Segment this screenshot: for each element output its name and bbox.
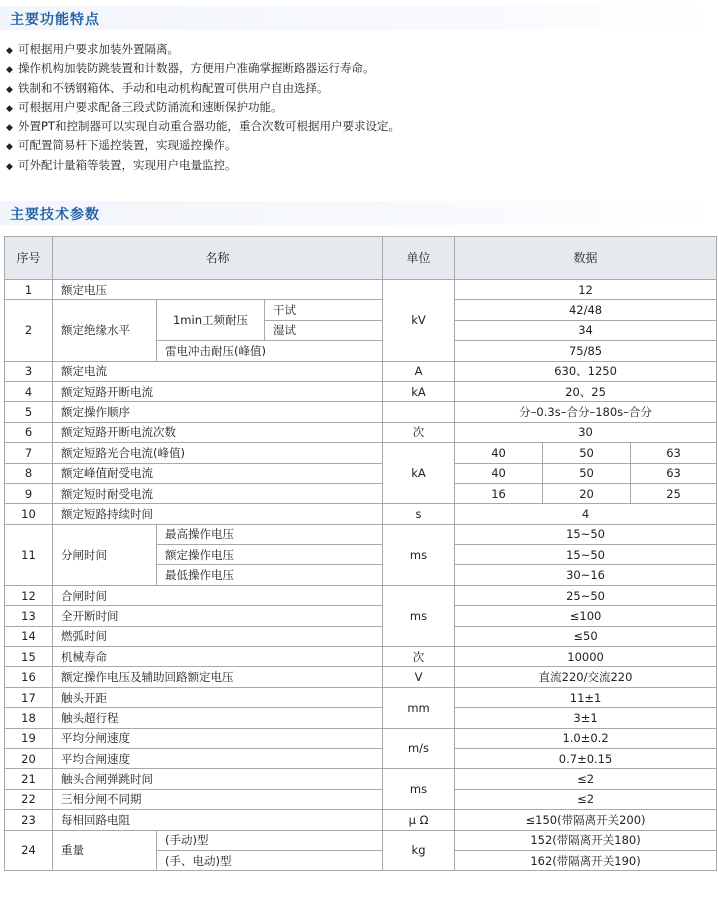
row-name: 每相回路电阻	[53, 810, 383, 830]
table-header-row	[5, 237, 717, 280]
header-unit: 单位	[383, 237, 455, 280]
row-no: 5	[5, 402, 53, 422]
row-name: 额定绝缘水平	[53, 300, 157, 361]
row-name: 重量	[53, 830, 157, 871]
table-row	[5, 708, 717, 728]
table-row	[5, 361, 717, 381]
row-value: 20、25	[455, 381, 717, 401]
table-row	[5, 381, 717, 401]
table-row	[5, 748, 717, 768]
row-unit: ms	[383, 524, 455, 585]
header-no: 序号	[5, 237, 53, 280]
row-name: 额定峰值耐受电流	[53, 463, 383, 483]
header-data: 数据	[455, 237, 717, 280]
feature-item	[6, 136, 400, 155]
row-no: 19	[5, 728, 53, 748]
row-subname: 最高操作电压	[157, 524, 383, 544]
table-row	[5, 647, 717, 667]
row-no: 20	[5, 748, 53, 768]
row-value: ≤2	[455, 769, 717, 789]
row-no: 17	[5, 687, 53, 707]
table-row	[5, 728, 717, 748]
row-name: 额定电压	[53, 280, 383, 300]
specs-section-header	[0, 201, 718, 225]
feature-text: 可根据用户要求配备三段式防涌流和速断保护功能。	[18, 99, 283, 114]
feature-text: 可配置简易杆下遥控装置，实现遥控操作。	[18, 138, 237, 153]
row-no: 11	[5, 524, 53, 585]
row-value: 630、1250	[455, 361, 717, 381]
row-name: 触头超行程	[53, 708, 383, 728]
row-name: 额定短时耐受电流	[53, 483, 383, 503]
row-unit: kA	[383, 381, 455, 401]
row-value: 34	[455, 320, 717, 340]
row-value: 15~50	[455, 524, 717, 544]
table-row	[5, 687, 717, 707]
row-value: ≤150(带隔离开关200)	[455, 810, 717, 830]
row-no: 24	[5, 830, 53, 871]
row-name: 平均合闸速度	[53, 748, 383, 768]
row-value: 25	[631, 483, 717, 503]
diamond-bullet-icon: ◆	[6, 84, 13, 95]
row-name: 额定操作顺序	[53, 402, 383, 422]
spec-table	[4, 236, 717, 871]
row-value: 50	[543, 443, 631, 463]
row-value: 40	[455, 443, 543, 463]
row-value: 1.0±0.2	[455, 728, 717, 748]
row-name: 合闸时间	[53, 585, 383, 605]
diamond-bullet-icon: ◆	[6, 123, 13, 134]
table-row	[5, 585, 717, 605]
table-row	[5, 402, 717, 422]
table-row	[5, 789, 717, 809]
features-list	[6, 40, 400, 175]
feature-text: 外置PT和控制器可以实现自动重合器功能，重合次数可根据用户要求设定。	[18, 119, 400, 134]
specs-title: 主要技术参数	[10, 207, 100, 223]
row-unit: μ Ω	[383, 810, 455, 830]
row-no: 22	[5, 789, 53, 809]
row-subname: 1min工频耐压	[157, 300, 265, 341]
row-no: 15	[5, 647, 53, 667]
row-value: 4	[455, 504, 717, 524]
row-name: 额定短路开断电流次数	[53, 422, 383, 442]
row-name: 三相分闸不同期	[53, 789, 383, 809]
row-value: ≤50	[455, 626, 717, 646]
row-value: 分–0.3s–合分–180s–合分	[455, 402, 717, 422]
row-unit: s	[383, 504, 455, 524]
row-name: 机械寿命	[53, 647, 383, 667]
feature-text: 可外配计量箱等装置，实现用户电量监控。	[18, 157, 237, 172]
row-subname: 最低操作电压	[157, 565, 383, 585]
row-subname: 干试	[265, 300, 383, 320]
row-value: 30	[455, 422, 717, 442]
table-row	[5, 667, 717, 687]
header-name: 名称	[53, 237, 383, 280]
row-unit: ms	[383, 769, 455, 810]
row-no: 10	[5, 504, 53, 524]
row-no: 6	[5, 422, 53, 442]
feature-item	[6, 117, 400, 136]
row-unit: kg	[383, 830, 455, 871]
row-no: 21	[5, 769, 53, 789]
row-value: 30~16	[455, 565, 717, 585]
features-section-header	[0, 6, 718, 30]
row-value: 10000	[455, 647, 717, 667]
row-no: 12	[5, 585, 53, 605]
row-value: 40	[455, 463, 543, 483]
row-value: 3±1	[455, 708, 717, 728]
row-unit: 次	[383, 647, 455, 667]
row-name: 额定电流	[53, 361, 383, 381]
row-value: 25~50	[455, 585, 717, 605]
row-name: 额定短路开断电流	[53, 381, 383, 401]
row-name: 额定操作电压及辅助回路额定电压	[53, 667, 383, 687]
feature-item	[6, 40, 400, 59]
row-value: 12	[455, 280, 717, 300]
table-row	[5, 810, 717, 830]
feature-text: 操作机构加装防跳装置和计数器，方便用户准确掌握断路器运行寿命。	[18, 61, 375, 76]
row-value: 0.7±0.15	[455, 748, 717, 768]
row-name: 额定短路持续时间	[53, 504, 383, 524]
feature-item	[6, 156, 400, 175]
row-value: 15~50	[455, 545, 717, 565]
row-subname: (手、电动)型	[157, 850, 383, 870]
row-name: 触头合闸弹跳时间	[53, 769, 383, 789]
row-value: 11±1	[455, 687, 717, 707]
row-value: 16	[455, 483, 543, 503]
row-no: 9	[5, 483, 53, 503]
row-subname: 湿试	[265, 320, 383, 340]
diamond-bullet-icon: ◆	[6, 46, 13, 56]
row-name: 全开断时间	[53, 606, 383, 626]
row-unit: kV	[383, 280, 455, 362]
row-unit	[383, 402, 455, 422]
feature-item	[6, 79, 400, 98]
row-unit: ms	[383, 585, 455, 646]
table-row	[5, 300, 717, 320]
row-name: 触头开距	[53, 687, 383, 707]
row-value: 20	[543, 483, 631, 503]
row-subname: 额定操作电压	[157, 545, 383, 565]
table-row	[5, 769, 717, 789]
row-unit: V	[383, 667, 455, 687]
table-row	[5, 504, 717, 524]
row-no: 7	[5, 443, 53, 463]
feature-text: 铁制和不锈钢箱体、手动和电动机构配置可供用户自由选择。	[18, 80, 329, 95]
row-no: 3	[5, 361, 53, 381]
row-value: 162(带隔离开关190)	[455, 850, 717, 870]
diamond-bullet-icon: ◆	[6, 65, 13, 76]
row-unit: 次	[383, 422, 455, 442]
row-name: 额定短路光合电流(峰值)	[53, 443, 383, 463]
table-row	[5, 524, 717, 544]
row-name: 燃弧时间	[53, 626, 383, 646]
row-no: 13	[5, 606, 53, 626]
row-name: 平均分闸速度	[53, 728, 383, 748]
row-no: 8	[5, 463, 53, 483]
table-row	[5, 606, 717, 626]
row-no: 4	[5, 381, 53, 401]
feature-item	[6, 98, 400, 117]
row-unit: m/s	[383, 728, 455, 769]
row-value: 75/85	[455, 341, 717, 361]
row-unit: A	[383, 361, 455, 381]
row-no: 18	[5, 708, 53, 728]
row-no: 23	[5, 810, 53, 830]
row-value: 42/48	[455, 300, 717, 320]
row-value: 152(带隔离开关180)	[455, 830, 717, 850]
feature-item	[6, 59, 400, 78]
table-row	[5, 483, 717, 503]
diamond-bullet-icon: ◆	[6, 142, 13, 153]
diamond-bullet-icon: ◆	[6, 161, 13, 172]
row-value: ≤2	[455, 789, 717, 809]
row-name: 分闸时间	[53, 524, 157, 585]
feature-text: 可根据用户要求加装外置隔离。	[18, 42, 179, 56]
row-no: 2	[5, 300, 53, 361]
row-no: 14	[5, 626, 53, 646]
row-no: 1	[5, 280, 53, 300]
row-unit: kA	[383, 443, 455, 504]
row-value: ≤100	[455, 606, 717, 626]
table-row	[5, 280, 717, 300]
row-value: 63	[631, 443, 717, 463]
row-subname: (手动)型	[157, 830, 383, 850]
table-row	[5, 463, 717, 483]
features-title: 主要功能特点	[10, 12, 100, 28]
row-value: 50	[543, 463, 631, 483]
table-row	[5, 626, 717, 646]
row-unit: mm	[383, 687, 455, 728]
table-row	[5, 443, 717, 463]
row-no: 16	[5, 667, 53, 687]
table-row	[5, 830, 717, 850]
diamond-bullet-icon: ◆	[6, 103, 13, 114]
row-subname: 雷电冲击耐压(峰值)	[157, 341, 383, 361]
row-value: 直流220/交流220	[455, 667, 717, 687]
table-row	[5, 422, 717, 442]
row-value: 63	[631, 463, 717, 483]
